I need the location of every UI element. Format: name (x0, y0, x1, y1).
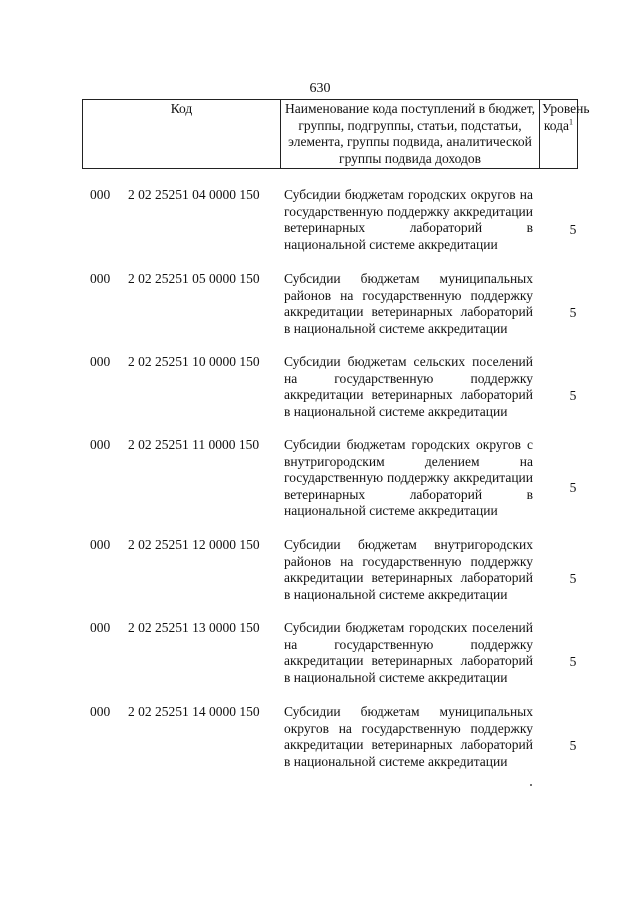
revenue-code: 2 02 25251 12 0000 150 (128, 537, 260, 552)
revenue-code: 2 02 25251 05 0000 150 (128, 271, 260, 286)
revenue-name: Субсидии бюджетам городских поселений на государственную поддержку аккредитации ветеринарных лабораторий в национальной системе аккредитации (284, 620, 533, 685)
revenue-code: 2 02 25251 10 0000 150 (128, 354, 260, 369)
admin-code: 000 (90, 704, 111, 719)
admin-code: 000 (90, 620, 111, 635)
revenue-name: Субсидии бюджетам муниципальных районов на государственную поддержку аккредитации ветеринарных лабораторий в национальной системе аккредитации (284, 271, 533, 336)
header-name: Наименование кода поступлений в бюджет, группы, подгруппы, статьи, подстатьи, элемента, группы подвида, аналитической группы подвида доходов (281, 100, 540, 169)
revenue-name: Субсидии бюджетам городских округов на государственную поддержку аккредитации ветеринарных лабораторий в национальной системе аккредитации (284, 187, 533, 252)
admin-code: 000 (90, 187, 111, 202)
header-level-label: Уровень кода (542, 101, 590, 133)
admin-code: 000 (90, 271, 111, 286)
admin-code: 000 (90, 437, 111, 452)
header-code: Код (83, 100, 281, 169)
page-number: 630 (309, 81, 331, 96)
revenue-name: Субсидии бюджетам сельских поселений на государственную поддержку аккредитации ветеринарных лабораторий в национальной системе аккредитации (284, 354, 533, 419)
admin-code: 000 (90, 354, 111, 369)
revenue-name: Субсидии бюджетам муниципальных округов на государственную поддержку аккредитации ветеринарных лабораторий в национальной системе аккредитации (284, 704, 533, 769)
code-level: 5 (569, 738, 577, 753)
revenue-name: Субсидии бюджетам городских округов с внутригородским делением на государственную поддержку аккредитации ветеринарных лабораторий в национальной системе аккредитации (284, 437, 533, 519)
code-level: 5 (569, 305, 577, 320)
admin-code: 000 (90, 537, 111, 552)
code-level: 5 (569, 388, 577, 403)
code-level: 5 (569, 654, 577, 669)
revenue-code: 2 02 25251 14 0000 150 (128, 704, 260, 719)
code-level: 5 (569, 571, 577, 586)
header-level-footnote: 1 (569, 117, 573, 127)
revenue-code: 2 02 25251 04 0000 150 (128, 187, 260, 202)
code-level: 5 (569, 222, 577, 237)
revenue-code: 2 02 25251 13 0000 150 (128, 620, 260, 635)
revenue-name: Субсидии бюджетам внутригородских районов на государственную поддержку аккредитации ветеринарных лабораторий в национальной системе аккредитации (284, 537, 533, 602)
code-level: 5 (569, 480, 577, 495)
scan-speck (530, 784, 532, 786)
revenue-code: 2 02 25251 11 0000 150 (128, 437, 260, 452)
